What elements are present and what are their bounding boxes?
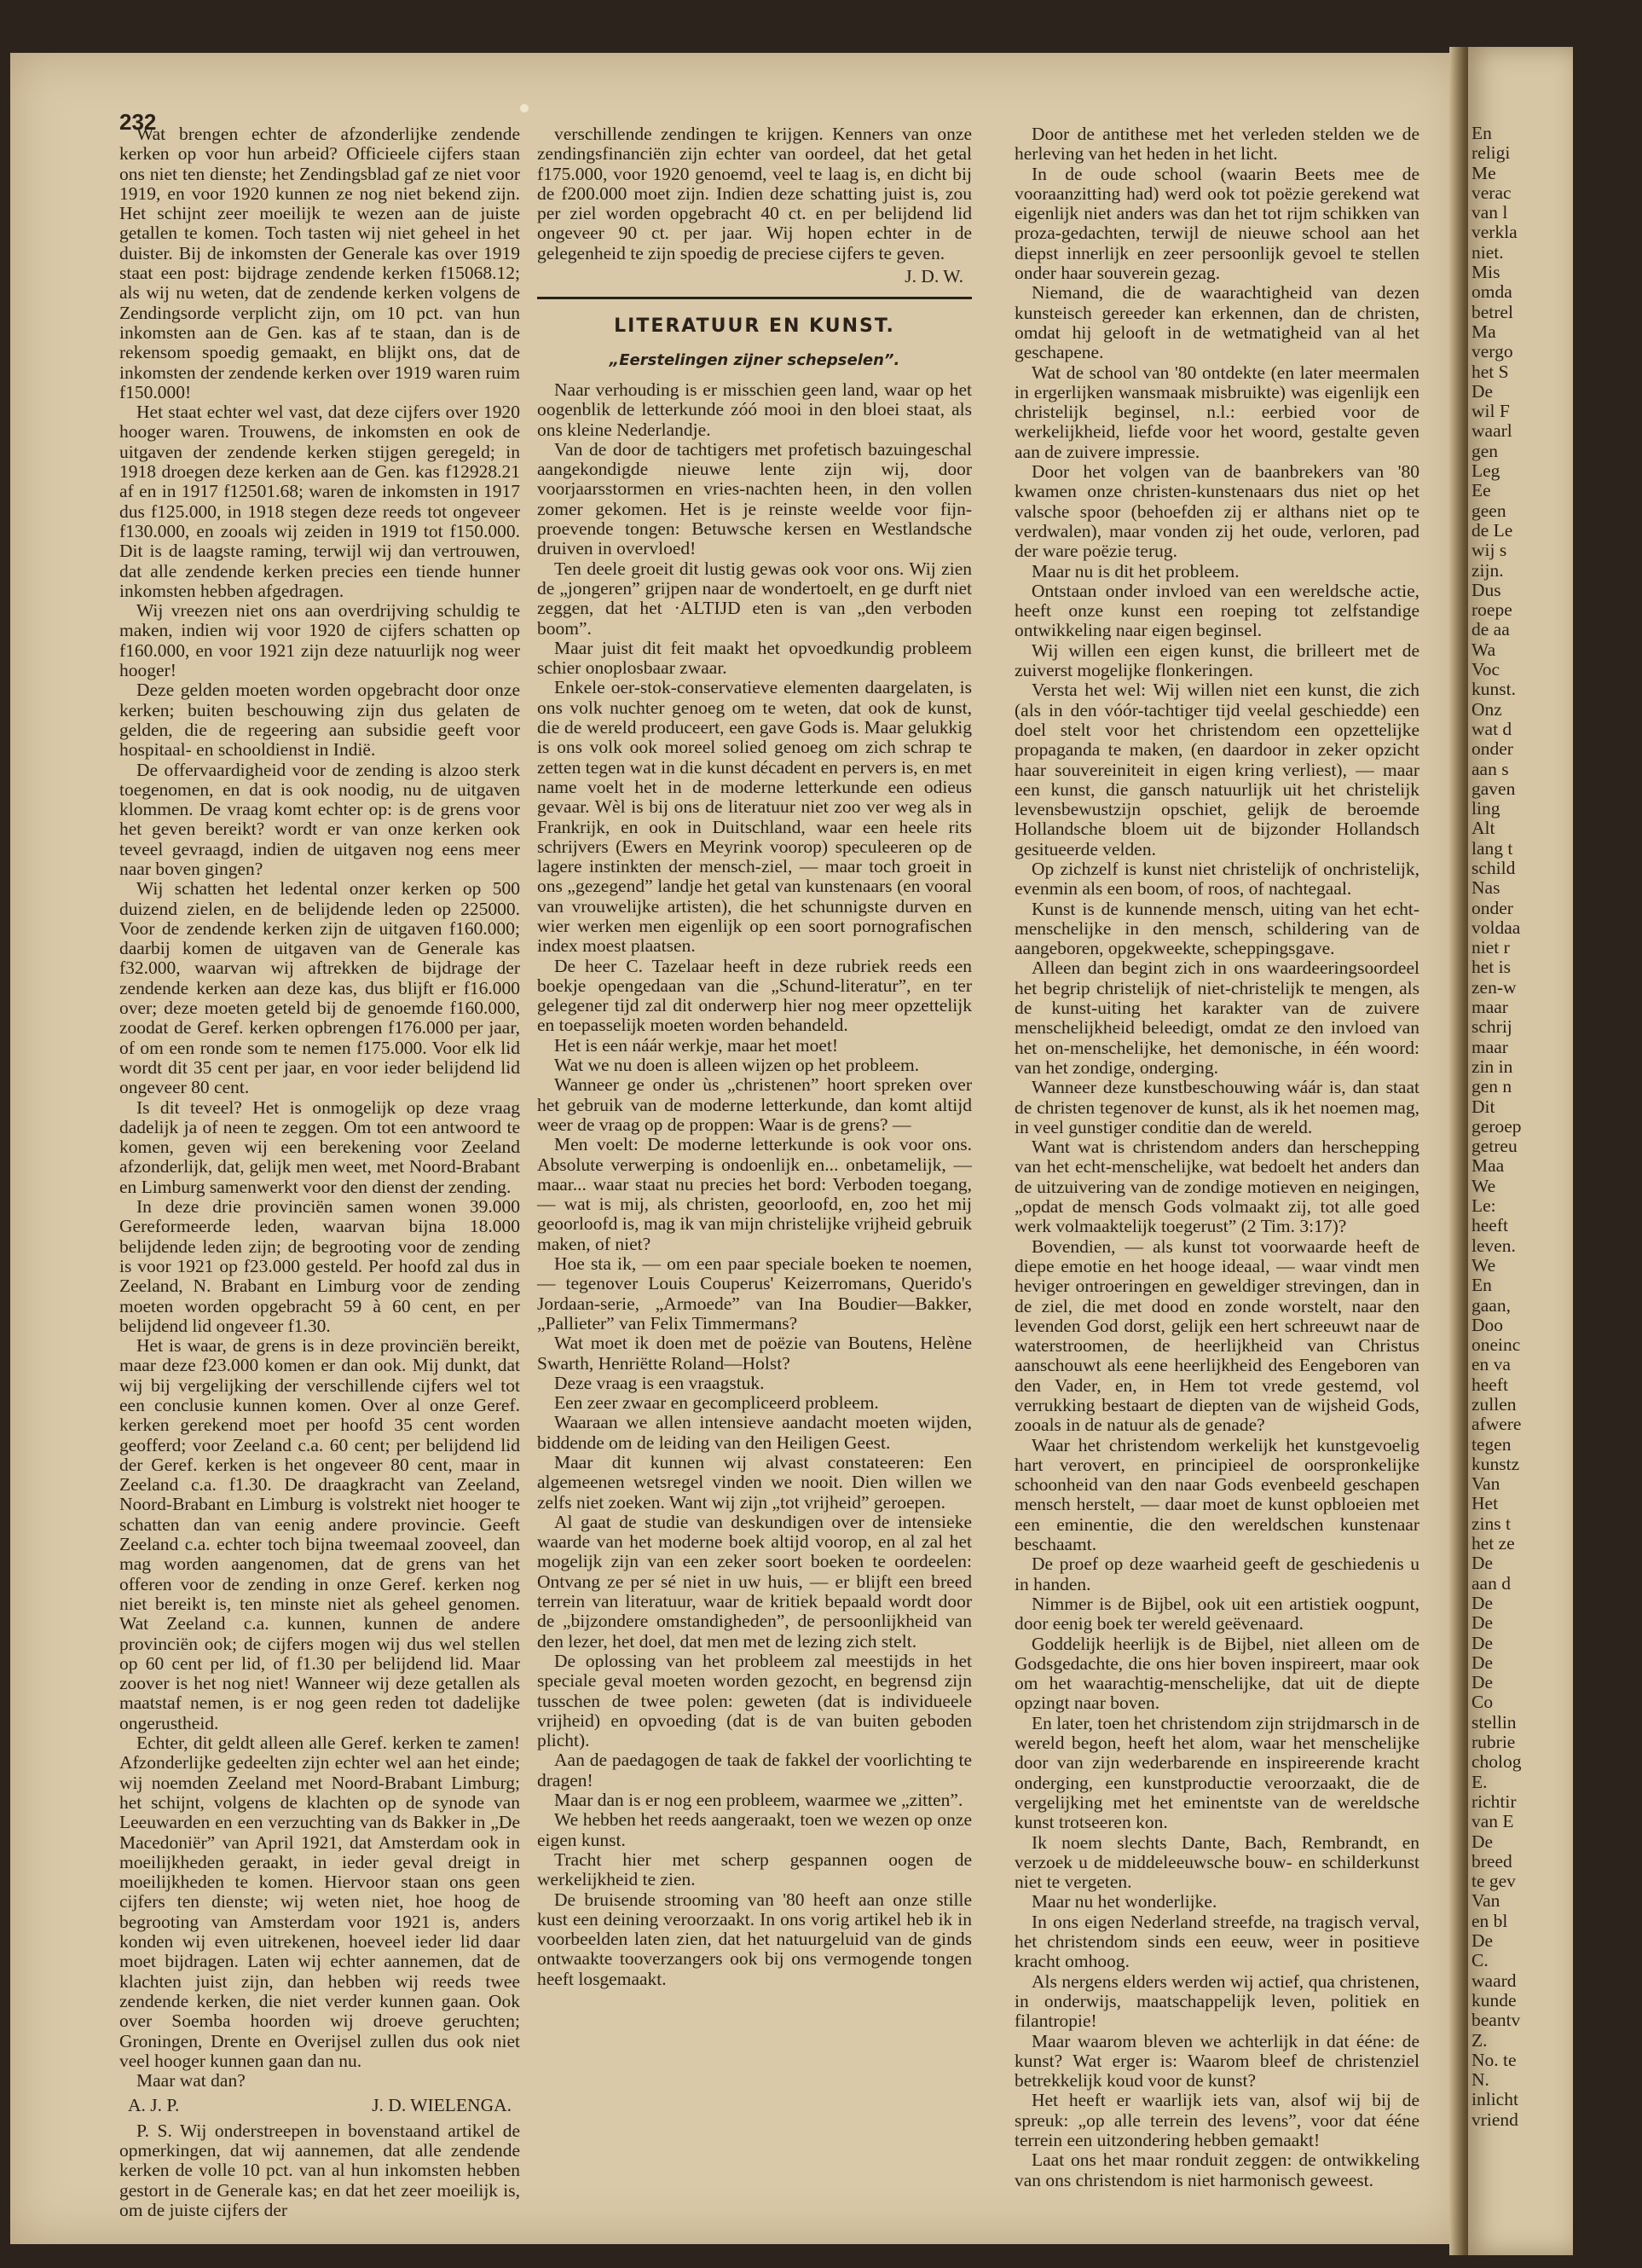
- next-page-line: ling: [1471, 798, 1500, 819]
- paragraph: Wij schatten het ledental onzer kerken op 500 duizend zielen, en de belijdende leden op 225000. Voor de zendende kerken zijn de uitgaven f160.000; daarbij komen de uitgaven van de Generale kas f32.000, waarvan wij aftrekken de bijdrage der zendende kerken aan deze kas, dus blijft er f16.000 over; deze moeten geteld bij de genoemde f160.000, zoodat de Geref. kerken opbrengen f176.000 per jaar, of om een ronde som te nemen f175.000. Voor elk lid wordt dit 35 cent per jaar, en voor ieder belijdend lid ongeveer 80 cent.: [119, 878, 520, 1098]
- next-page-line: aan d: [1471, 1572, 1511, 1594]
- column-3: [1015, 124, 1419, 2205]
- next-page-line: gaan,: [1471, 1294, 1511, 1316]
- next-page-line: aan s: [1471, 758, 1509, 779]
- next-page-line: zullen: [1471, 1394, 1517, 1415]
- next-page-line: De: [1471, 1930, 1494, 1952]
- column-2-intro: verschillende zendingen te krijgen. Kenners van onze zendingsfinanciën zijn echter van oordeel, dat het getal f175.000, voor 1920 genoemd, veel te laag is, en dicht bij de f200.000 moet zijn. Indien deze schatting juist is, zou per ziel worden opgebracht 40 ct. en per belijdend lid ongeveer 90 ct. per jaar. Wij hopen echter in de gelegenheid te zijn spoedig de preciese cijfers te geven.: [537, 124, 972, 263]
- next-page-line: De: [1471, 1632, 1494, 1653]
- paragraph: De heer C. Tazelaar heeft in deze rubriek reeds een boekje opengedaan van die „Schund-literatur”, en ter gelegener tijd zal dit onderwerp hier nog meer opzettelijk en toepasselijk moeten worden behandeld.: [537, 955, 972, 1036]
- paragraph: De offervaardigheid voor de zending is alzoo sterk toegenomen, en dat is ook noodig, nu de uitgaven klommen. De vraag komt echter op: is de grens voor het geven bereikt? wordt er van onze kerken ook teveel gevraagd, indien de uitgaven nog eens meer naar boven gingen?: [119, 759, 520, 879]
- page-hole: [520, 104, 529, 113]
- paragraph: Want wat is christendom anders dan herschepping van het echt-menschelijke, wat bedoelt het anders dan de uitzuivering van de zondige motieven en neigingen, „opdat de mensch Gods volmaakt zij, tot alle goed werk volmaaktelijk toegerust” (2 Tim. 3:17)?: [1015, 1137, 1419, 1237]
- next-page-line: Co: [1471, 1692, 1494, 1713]
- next-page-line: wij s: [1471, 540, 1507, 561]
- next-page-line: te gev: [1471, 1871, 1516, 1892]
- paragraph: De bruisende strooming van '80 heeft aan onze stille kust een deining veroorzaakt. In ons vorig artikel heb ik in voorbeelden laten zien, dat het natuurgeluid van de ginds ontwaakte tooverzangers ook bij ons vermogende tongen heeft losgemaakt.: [537, 1889, 972, 1989]
- next-page-line: onder: [1471, 897, 1513, 918]
- signature-row: [119, 2096, 520, 2115]
- postscript: P. S. Wij onderstreepen in bovenstaand artikel de opmerkingen, dat wij aannemen, dat alle zendende kerken de volle 10 pct. van al hun inkomsten hebben gestort in de Generale kas; en dat het zeer moeilijk is, om de juiste cijfers der: [119, 2120, 520, 2220]
- next-page-line: maar: [1471, 997, 1508, 1018]
- next-page-line: voldaa: [1471, 917, 1521, 938]
- paragraph: Wij willen een eigen kunst, die brilleert met de zuiverst mogelijke flonkeringen.: [1015, 639, 1419, 681]
- paragraph: Alleen dan begint zich in ons waardeeringsoordeel het begrip christelijk of niet-christelijk te mengen, als de kunst-uiting het karakter van de zuivere menschelijkheid beleedigt, omdat ze den invloed van het on-menschelijke, het demonische, in één woord: van het zondige, onderging.: [1015, 958, 1419, 1078]
- paragraph: Maar wat dan?: [136, 2070, 246, 2092]
- next-page-line: Doo: [1471, 1314, 1504, 1335]
- next-page-line: de aa: [1471, 619, 1510, 640]
- next-page-line: zijn.: [1471, 559, 1504, 581]
- next-page-line: het is: [1471, 957, 1511, 978]
- next-page-line: religi: [1471, 142, 1511, 164]
- next-page-line: wil F: [1471, 401, 1510, 422]
- paragraph: Wanneer ge onder ùs „christenen” hoort spreken over het gebruik van de moderne letterkunde, dan komt altijd weer de vraag op de proppen: Waar is de grens? —: [537, 1074, 972, 1135]
- next-page-line: getreu: [1471, 1136, 1518, 1157]
- paragraph: Wat brengen echter de afzonderlijke zendende kerken op voor hun arbeid? Officieele cijfers staan ons niet ten dienste; het Zendingsblad gaf ze niet voor 1919, en voor 1920 kunnen ze nog niet bekend zijn. Het schijnt zeer moeilijk te wezen aan de juiste getallen te komen. Toch tasten wij niet geheel in het duister. Bij de inkomsten der Generale kas over 1919 staat een post: bijdrage zendende kerken f15068.12; als wij nu weten, dat de zendende kerken volgens de Zendingsorde verplicht zijn, om 10 pct. van hun inkomsten aan de Gen. kas af te staan, dan is de rekensom spoedig gemaakt, en blijkt ons, dat de inkomsten der zendende kerken over 1919 waren ruim f150.000!: [119, 124, 520, 402]
- next-page-line: De: [1471, 1672, 1494, 1693]
- paragraph: Maar nu is dit het probleem.: [1032, 560, 1240, 581]
- next-page-line: oneinc: [1471, 1334, 1521, 1356]
- next-page-line: E.: [1471, 1771, 1488, 1792]
- article-subtitle: „Eerstelingen zijner schepselen”.: [609, 350, 900, 369]
- next-page-line: niet.: [1471, 241, 1504, 263]
- next-page-line: het S: [1471, 361, 1509, 382]
- next-page-line: kunde: [1471, 1989, 1517, 2011]
- next-page-line: Ee: [1471, 480, 1491, 501]
- next-page-line: de Le: [1471, 519, 1513, 541]
- next-page-line: het ze: [1471, 1533, 1515, 1554]
- paragraph: Het is waar, de grens is in deze provinciën bereikt, maar deze f23.000 komen er dan ook. Mij dunkt, dat wij bij vergelijking der verschillende cijfers wel tot een conclusie kunnen komen. Over al onze Geref. kerken gerekend moet per hoofd 35 cent worden geofferd; voor Zeeland c.a. 60 cent; per belijdend lid der Geref. kerken is het ongeveer 80 cent, maar in Zeeland c.a. f1.30. De draagkracht van Zeeland, Noord-Brabant en Limburg is volstrekt niet hooger te schatten dan van eenig andere provincie. Geeft Zeeland c.a. echter toch bijna tweemaal zooveel, dan mag worden aangenomen, dat de grens van het offeren voor de zending in onze Geref. kerken nog niet bereikt is, ten minste niet als geheel genomen. Wat Zeeland c.a. kunnen, kunnen de andere provinciën ook; de cijfers mogen wij dus wel stellen op 60 cent per lid, of f1.30 per belijdend lid. Maar zoover is het nog niet! Wanneer wij deze getallen als maatstaf nemen, is er nog geen reden tot dadelijke ongerustheid.: [119, 1335, 520, 1733]
- column-2-paragraphs: [537, 380, 972, 1989]
- next-page-line: geroep: [1471, 1115, 1522, 1137]
- paragraph: Al gaat de studie van deskundigen over de intensieke waarde van het moderne boek altijd voorop, en al zal het mogelijk zijn van een zeker soort boeken te oordeelen: Ontvang ze per sé niet in uw huis, — er blijft een breed terrein van literatuur, waar de kritiek bepaald wordt door de „bijzondere omstandigheden”, de persoonlijkheid van den lezer, het doel, dat men met de lezing zich stelt.: [537, 1511, 972, 1652]
- paragraph: Tracht hier met scherp gespannen oogen de werkelijkheid te zien.: [537, 1849, 972, 1890]
- next-page-line: heeft: [1471, 1374, 1508, 1395]
- paragraph: Maar dit kunnen wij alvast constateeren: Een algemeenen wetsregel vinden we nooit. Dien willen we zelfs niet zoeken. Want wij zijn „tot vrijheid” geroepen.: [537, 1452, 972, 1513]
- next-page-text-fragments: [1471, 124, 1642, 2130]
- next-page-line: De: [1471, 1553, 1494, 1574]
- column-2: [537, 124, 972, 2205]
- paragraph: Laat ons het maar ronduit zeggen: de ontwikkeling van ons christendom is niet harmonisch geweest.: [1015, 2149, 1419, 2190]
- paragraph: Maar dan is er nog een probleem, waarmee we „zitten”.: [554, 1790, 963, 1811]
- next-page-line: rubrie: [1471, 1732, 1516, 1753]
- next-page-line: beantv: [1471, 2010, 1521, 2031]
- paragraph: De proef op deze waarheid geeft de geschiedenis u in handen.: [1015, 1553, 1419, 1594]
- next-page-line: kunstz: [1471, 1453, 1520, 1474]
- next-page-line: leven.: [1471, 1235, 1516, 1256]
- next-page-line: vriend: [1471, 2109, 1518, 2130]
- next-page-line: gen: [1471, 440, 1499, 461]
- next-page-line: vergo: [1471, 341, 1513, 362]
- paragraph: Naar verhouding is er misschien geen land, waar op het oogenblik de letterkunde zóó mooi in den bloei staat, als ons kleine Nederlandje.: [537, 379, 972, 440]
- next-page-line: De: [1471, 1831, 1494, 1852]
- paragraph: Deze vraag is een vraagstuk.: [554, 1372, 765, 1393]
- paragraph: Waaraan we allen intensieve aandacht moeten wijden, biddende om de leiding van den Heiligen Geest.: [537, 1412, 972, 1453]
- next-page-line: Leg: [1471, 460, 1500, 482]
- next-page-line: Maa: [1471, 1155, 1505, 1177]
- next-page-line: zin in: [1471, 1056, 1513, 1077]
- paragraph: Niemand, die de waarachtigheid van dezen kunsteisch gereeder kan erkennen, dan de christen, omdat hij gelooft in de wetmatigheid van al het geschapene.: [1015, 282, 1419, 363]
- column-1: [119, 124, 520, 2220]
- next-page-line: en va: [1471, 1354, 1511, 1375]
- next-page-line: stellin: [1471, 1711, 1517, 1733]
- next-page-line: tegen: [1471, 1433, 1512, 1455]
- paragraph: Aan de paedagogen de taak de fakkel der voorlichting te dragen!: [537, 1750, 972, 1791]
- next-page-line: Voc: [1471, 659, 1500, 680]
- next-page-line: lang t: [1471, 837, 1513, 859]
- paragraph: Wanneer deze kunstbeschouwing wáár is, dan staat de christen tegenover de kunst, als ik het noemen mag, in veel gunstiger conditie dan de wereld.: [1015, 1077, 1419, 1137]
- paragraph: Enkele oer-stok-conservatieve elementen daargelaten, is ons volk nuchter genoeg om te weten, dat ook de kunst, die de wereld produceert, een gave Gods is. Maar gelukkig is ons volk ook moreel solied genoeg om zich schrap te zetten tegen wat in die kunst décadent en pervers is, en met name voelt het in de moderne letterkunde een odieus gevaar. Wèl is bij ons de literatuur niet zoo ver weg als in Frankrijk, en ook in Duitschland, waar een heele rits schrijvers (Ewers en Meyrink voorop) speculeeren op de lagere instinkten der mensch-ziel, — maar toch groeit in ons „gezegend” landje het getal van kunstenaars (en vooral van vrouwelijke artisten), die het schunnigste durven en wier werken men eigenlijk op een soort pornografischen index moest plaatsen.: [537, 677, 972, 957]
- signature-right: J. D. WIELENGA.: [372, 2095, 512, 2116]
- next-page-line: wat d: [1471, 718, 1512, 739]
- next-page-line: We: [1471, 1175, 1496, 1196]
- next-page-line: afwere: [1471, 1414, 1522, 1435]
- paragraph: Nimmer is de Bijbel, ook uit een artistiek oogpunt, door eenig boek ter wereld geëvenaard.: [1015, 1593, 1419, 1634]
- section-rule: [537, 297, 972, 299]
- next-page-line: gaven: [1471, 778, 1516, 799]
- page-number: 232: [119, 109, 157, 135]
- next-page-line: Het: [1471, 1493, 1499, 1514]
- paragraph: Maar juist dit feit maakt het opvoedkundig probleem schier onoplosbaar zwaar.: [537, 637, 972, 679]
- next-page-line: van l: [1471, 202, 1508, 223]
- next-page-line: De: [1471, 1592, 1494, 1613]
- section-title: LITERATUUR EN KUNST.: [614, 315, 895, 338]
- next-page-line: maar: [1471, 1036, 1508, 1057]
- paragraph: Goddelijk heerlijk is de Bijbel, niet alleen om de Godsgedachte, die ons hier boven inspireert, maar ook om het waarachtig-menschelijke, dat uit de diepte opzingt naar boven.: [1015, 1633, 1419, 1714]
- next-page-line: omda: [1471, 281, 1512, 303]
- next-page-line: waard: [1471, 1970, 1517, 1991]
- paragraph: Het heeft er waarlijk iets van, alsof wij bij de spreuk: „op alle terrein des levens”, voor dat ééne terrein een uitzondering hebben gemaakt!: [1015, 2090, 1419, 2150]
- next-page-line: Nas: [1471, 877, 1500, 899]
- paragraph: In de oude school (waarin Beets mee de vooraanzitting had) werd ook tot poëzie gerekend wat eigenlijk niet anders was dan het tot rijm schikken van proza-gedachten, terwijl de nieuwe school aan het diepst innerlijk en zeer persoonlijk gevoel te stellen onder haar souverein gezag.: [1015, 163, 1419, 284]
- next-page-line: En: [1471, 1275, 1492, 1296]
- paragraph: Wat moet ik doen met de poëzie van Boutens, Helène Swarth, Henriëtte Roland—Holst?: [537, 1333, 972, 1374]
- next-page-line: De: [1471, 380, 1494, 402]
- next-page-line: Dit: [1471, 1096, 1495, 1117]
- next-page-line: geen: [1471, 500, 1506, 521]
- paragraph: Maar nu het wonderlijke.: [1032, 1891, 1217, 1912]
- paragraph: Op zichzelf is kunst niet christelijk of onchristelijk, evenmin als een boom, of roos, of nachtegaal.: [1015, 858, 1419, 900]
- next-page-line: Le:: [1471, 1195, 1496, 1217]
- next-page-line: Z.: [1471, 2029, 1488, 2051]
- next-page-line: cholog: [1471, 1751, 1522, 1773]
- paragraph: Kunst is de kunnende mensch, uiting van het echt-menschelijke in den mensch, schildering van de aangeboren, opgekweekte, scheppingsgave.: [1015, 898, 1419, 959]
- next-page-line: Dus: [1471, 579, 1501, 600]
- next-page-line: en bl: [1471, 1910, 1508, 1931]
- paragraph: Bovendien, — als kunst tot voorwaarde heeft de diepe emotie en het hooge ideaal, — waar vindt men heviger ontroeringen en geweldiger strevingen, dan in de ziel, die met dood en zonde worstelt, naar den levenden God dorst, gelijk een hert schreeuwt naar de waterstroomen, de heerlijkheid van Christus aanschouwt als eene heerlijkheid des Eengeboren van den Vader, en, in Hem tot vrede gestemd, vol verrukking bestaart de diepten van de wijsheid Gods, zooals in de natuur als de genade?: [1015, 1235, 1419, 1436]
- next-page-line: niet r: [1471, 937, 1510, 958]
- next-page-line: verac: [1471, 182, 1512, 203]
- paragraph: De oplossing van het probleem zal meestijds in het speciale geval moeten worden gezocht, en begrensd zijn tusschen de twee polen: geweten (dat is individueele vrijheid) en opvoeding (dat is de van buiten geboden plicht).: [537, 1650, 972, 1751]
- next-page-edge: [1468, 47, 1573, 2255]
- next-page-line: Me: [1471, 162, 1496, 183]
- next-page-line: We: [1471, 1254, 1496, 1276]
- next-page-line: waarl: [1471, 420, 1512, 442]
- paragraph: Maar waarom bleven we achterlijk in dat ééne: de kunst? Wat erger is: Waarom bleef de christenziel betrekkelijk koud voor de kunst?: [1015, 2030, 1419, 2092]
- next-page-line: breed: [1471, 1850, 1512, 1872]
- next-page-line: Onz: [1471, 698, 1502, 720]
- paragraph: Versta het wel: Wij willen niet een kunst, die zich (als in den vóór-tachtiger tijd veelal geschiedde) een doel stelt voor het christendom een opzettelijke propaganda te maken, (en daardoor in zeker opzicht haar souvereiniteit in eigen kring verliest), — maar een kunst, die gansch natuurlijk uit het christelijk levensbewustzijn opschiet, gelijk de beroemde Hollandsche bloem uit de bijzonder Hollandsch gesitueerde velden.: [1015, 680, 1419, 859]
- paragraph: Waar het christendom werkelijk het kunstgevoelig hart verovert, en principieel de oorspronkelijke schoonheid van den naar Gods evenbeeld geschapen mensch herstelt, — daar moet de kunst opbloeien met een eminentie, die den wereldschen kunstenaar beschaamt.: [1015, 1434, 1419, 1555]
- paragraph: Wij vreezen niet ons aan overdrijving schuldig te maken, indien wij voor 1920 de cijfers schatten op f160.000, en voor 1921 zijn deze natuurlijk nog weer hooger!: [119, 600, 520, 681]
- column-1-paragraphs: [119, 124, 520, 2091]
- next-page-line: schrij: [1471, 1016, 1512, 1038]
- next-page-line: Wa: [1471, 639, 1496, 660]
- next-page-line: De: [1471, 1652, 1494, 1673]
- next-page-line: betrel: [1471, 301, 1513, 322]
- next-page-line: De: [1471, 1612, 1494, 1634]
- paragraph: Ontstaan onder invloed van een wereldsche actie, heeft onze kunst een roeping tot zelfstandige ontwikkeling naar eigen beginsel.: [1015, 580, 1419, 641]
- next-page-line: Ma: [1471, 321, 1496, 342]
- next-page-line: Van: [1471, 1473, 1500, 1495]
- paragraph: Echter, dit geldt alleen alle Geref. kerken te zamen! Afzonderlijke gedeelten zijn echter wel aan het einde; wij noemden Zeeland met Noord-Brabant Limburg; het schijnt, volgens de klachten op de synode van Leeuwarden en een verzuchting van ds Bakker in „De Macedoniër” van April 1921, dat Amsterdam ook in moeilijkheden geraakt, in ieder geval dreigt in moeilijkheden te komen. Hiervoor staan ons geen cijfers ten dienste; wij weten niet, hoe hoog de begrooting van Amsterdam voor 1921 is, anders konden wij even uitrekenen, hoeveel ieder lid daar moet bijdragen. Laten wij echter aannemen, dat de klachten juist zijn, dan hebben wij reeds twee zendende kerken, die niet verder kunnen gaan. Ook over Soemba hoorden wij droeve geruchten; Groningen, Drente en Overijsel zullen dus ook niet veel hooger kunnen gaan dan nu.: [119, 1733, 520, 2071]
- intro-signature: J. D. W.: [905, 266, 963, 287]
- next-page-line: inlicht: [1471, 2089, 1518, 2110]
- paragraph: Is dit teveel? Het is onmogelijk op deze vraag dadelijk ja of neen te zeggen. Om tot een antwoord te komen, geven wij een berekening voor Zeeland afzonderlijk, dat, gelijk men weet, met Noord-Brabant en Limburg samenwerkt voor den dienst der zending.: [119, 1096, 520, 1197]
- paragraph: Wat de school van '80 ontdekte (en later meermalen in ergerlijken wansmaak misbruikte) was eigenlijk een christelijk beginsel, n.l.: eerbied voor de werkelijkheid, liefde voor het woord, gestalte geven aan de zuivere impressie.: [1015, 362, 1419, 462]
- next-page-line: van E: [1471, 1811, 1514, 1832]
- next-page-line: richtir: [1471, 1791, 1517, 1812]
- next-page-line: roepe: [1471, 599, 1512, 621]
- paragraph: Door het volgen van de baanbrekers van '80 kwamen onze christen-kunstenaars dus niet op het valsche spoor (behoefden zij er althans niet op te verdwalen), maar vonden zij het oude, verloren, pad der ware poëzie terug.: [1015, 461, 1419, 562]
- next-page-line: gen n: [1471, 1076, 1512, 1097]
- next-page-line: Van: [1471, 1890, 1500, 1912]
- paragraph: We hebben het reeds aangeraakt, toen we wezen op onze eigen kunst.: [537, 1809, 972, 1850]
- column-3-paragraphs: [1015, 124, 1419, 2190]
- signature-left: A. J. P.: [128, 2095, 180, 2116]
- paragraph: Een zeer zwaar en gecompliceerd probleem.: [554, 1392, 879, 1414]
- paragraph: Het is een náár werkje, maar het moet!: [554, 1034, 839, 1056]
- next-page-line: No. te: [1471, 2049, 1517, 2070]
- paragraph: Van de door de tachtigers met profetisch bazuingeschal aangekondigde nieuwe lente zijn wij, door voorjaarsstormen en vries-nachten heen, in den vollen zomer gekomen. Het is je reinste weelde voor fijn-proevende tongen: Betuwsche kersen en Westlandsche druiven in overvloed!: [537, 438, 972, 559]
- next-page-line: verkla: [1471, 222, 1518, 243]
- next-page-line: En: [1471, 123, 1492, 143]
- paragraph: Ten deele groeit dit lustig gewas ook voor ons. Wij zien de „jongeren” grijpen naar de wondertoelt, en ge durft niet zeggen, dat het ·ALTIJD eten is van „den verboden boom”.: [537, 558, 972, 639]
- next-page-line: kunst.: [1471, 679, 1516, 700]
- next-page-line: Mis: [1471, 262, 1500, 283]
- paragraph: Ik noem slechts Dante, Bach, Rembrandt, en verzoek u de middeleeuwsche bouw- en schilderkunst niet te vergeten.: [1015, 1831, 1419, 1893]
- next-page-line: zins t: [1471, 1513, 1511, 1534]
- next-page-line: Alt: [1471, 818, 1495, 839]
- paragraph: Wat we nu doen is alleen wijzen op het probleem.: [554, 1055, 920, 1076]
- paragraph: In deze drie provinciën samen wonen 39.000 Gereformeerde leden, waarvan bijna 18.000 belijdende leden zijn; de begrooting voor de zending is voor 1921 op f23.000 gesteld. Per hoofd zal dus in Zeeland, N. Brabant en Limburg voor de zending moeten worden opgebracht 59 à 60 cent, en per belijdend lid ongeveer f1.30.: [119, 1196, 520, 1336]
- next-page-line: zen-w: [1471, 976, 1517, 998]
- paragraph: In ons eigen Nederland streefde, na tragisch verval, het christendom sinds een eeuw, weer in positieve kracht omhoog.: [1015, 1911, 1419, 1972]
- paragraph: Deze gelden moeten worden opgebracht door onze kerken; buiten beschouwing zijn dus gelaten de gelden, die de regeering aan subsidie geeft voor hospitaal- en schooldienst in Indië.: [119, 680, 520, 761]
- paragraph: Als nergens elders werden wij actief, qua christenen, in onderwijs, maatschappelijk leven, politiek en filantropie!: [1015, 1970, 1419, 2032]
- next-page-line: heeft: [1471, 1215, 1508, 1236]
- next-page-line: schild: [1471, 857, 1516, 878]
- paragraph: Men voelt: De moderne letterkunde is ook voor ons. Absolute verwerping is ondoenlijk en... onbetamelijk, — maar... waar staat nu precies het bord: Verboden toegang, — wat is mij, als christen, geoorloofd, en, zoo het mij geoorloofd is, mag ik van mijn christelijke vrijheid gebruik maken, of niet?: [537, 1134, 972, 1254]
- next-page-line: onder: [1471, 738, 1513, 760]
- paragraph: Hoe sta ik, — om een paar speciale boeken te noemen, — tegenover Louis Couperus' Keizerromans, Querido's Jordaan-serie, „Armoede” van Ina Boudier—Bakker, „Pallieter” van Felix Timmermans?: [537, 1253, 972, 1334]
- paragraph: Door de antithese met het verleden stelden we de herleving van het heden in het licht.: [1015, 124, 1419, 165]
- next-page-line: C.: [1471, 1950, 1489, 1971]
- next-page-line: N.: [1471, 2069, 1489, 2091]
- paragraph: En later, toen het christendom zijn strijdmarsch in de wereld begon, heeft het alom, waar het menschelijke door van zijn wederbarende en inspireerende kracht onderging, een kunstproductie veroorzaakt, die de vergelijking met het eminentste van de wereldsche kunst trotseeren kon.: [1015, 1712, 1419, 1833]
- paragraph: Het staat echter wel vast, dat deze cijfers over 1920 hooger waren. Trouwens, de inkomsten en ook de uitgaven der zendende kerken stijgen geregeld; in 1918 droegen deze kerken aan de Gen. kas f12928.21 af en in 1917 f12501.68; waren de inkomsten in 1917 dus f125.000, in 1918 stegen deze reeds tot ongeveer f130.000, en zooals wij zeiden in 1919 tot f150.000. Dit is de laagste raming, terwijl wij dan vertrouwen, dat alle zendende kerken precies een tiende hunner inkomsten hebben afgedragen.: [119, 402, 520, 601]
